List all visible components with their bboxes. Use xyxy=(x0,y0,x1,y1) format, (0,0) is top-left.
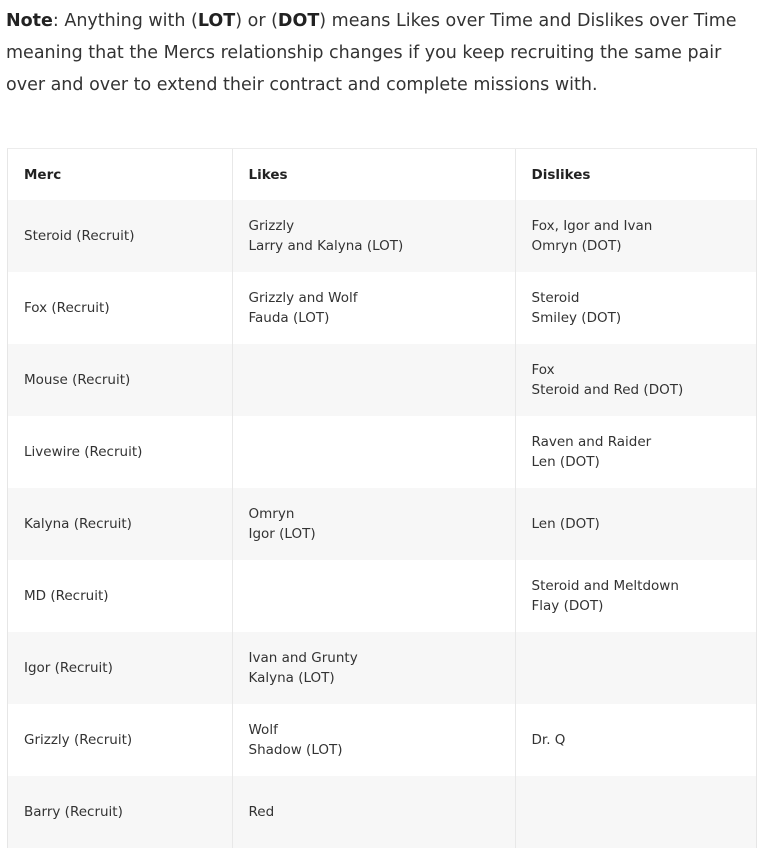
dislikes-entry: Steroid and Meltdown xyxy=(531,578,679,594)
note-dot: DOT xyxy=(277,11,320,31)
merc-cell: Mouse (Recruit) xyxy=(8,344,232,416)
likes-entry: Fauda (LOT) xyxy=(248,310,330,326)
table-body xyxy=(8,200,756,848)
note-label: Note xyxy=(6,11,53,31)
dislikes-cell xyxy=(515,632,756,704)
header-merc: Merc xyxy=(8,149,232,200)
dislikes-cell xyxy=(515,344,756,416)
likes-entry: Grizzly and Wolf xyxy=(248,290,358,306)
dislikes-entry: Fox xyxy=(531,362,555,378)
note-text-2: ) or ( xyxy=(235,11,278,31)
table-row xyxy=(8,632,756,704)
dislikes-cell xyxy=(515,272,756,344)
header-row xyxy=(8,149,756,200)
table-row xyxy=(8,704,756,776)
likes-cell xyxy=(232,560,515,632)
dislikes-entry: Dr. Q xyxy=(531,732,566,748)
table-row xyxy=(8,416,756,488)
likes-entry: Shadow (LOT) xyxy=(248,742,343,758)
likes-entry: Grizzly xyxy=(248,218,295,234)
dislikes-entry: Len (DOT) xyxy=(531,516,600,532)
dislikes-entry: Len (DOT) xyxy=(531,454,600,470)
header-likes: Likes xyxy=(232,149,515,200)
table-row xyxy=(8,560,756,632)
merc-cell: Kalyna (Recruit) xyxy=(8,488,232,560)
likes-cell xyxy=(232,200,515,272)
likes-entry: Wolf xyxy=(248,722,278,738)
table-row xyxy=(8,272,756,344)
note-lot: LOT xyxy=(197,11,236,31)
likes-entry: Larry and Kalyna (LOT) xyxy=(248,238,404,254)
merc-cell: Grizzly (Recruit) xyxy=(8,704,232,776)
relationship-table-container xyxy=(7,148,757,848)
table-row xyxy=(8,200,756,272)
dislikes-cell xyxy=(515,776,756,848)
merc-cell: Steroid (Recruit) xyxy=(8,200,232,272)
dislikes-entry: Fox, Igor and Ivan xyxy=(531,218,653,234)
likes-entry: Omryn xyxy=(248,506,295,522)
dislikes-entry: Omryn (DOT) xyxy=(531,238,622,254)
merc-cell: Fox (Recruit) xyxy=(8,272,232,344)
dislikes-entry: Steroid and Red (DOT) xyxy=(531,382,684,398)
header-dislikes: Dislikes xyxy=(515,149,756,200)
dislikes-cell xyxy=(515,416,756,488)
dislikes-entry: Raven and Raider xyxy=(531,434,652,450)
note-text-3: ) means Likes over Time and Dislikes over Time meaning that the Mercs relationship changes if you keep recruiting the same pair over and over to extend their contract and complete missions with. xyxy=(6,11,737,95)
likes-entry: Ivan and Grunty xyxy=(248,650,358,666)
likes-entry: Igor (LOT) xyxy=(248,526,316,542)
note-text-1: : Anything with ( xyxy=(52,11,198,31)
dislikes-cell xyxy=(515,560,756,632)
likes-cell xyxy=(232,416,515,488)
likes-cell xyxy=(232,632,515,704)
merc-cell: Igor (Recruit) xyxy=(8,632,232,704)
note-paragraph xyxy=(6,5,751,101)
dislikes-cell xyxy=(515,488,756,560)
dislikes-entry: Steroid xyxy=(531,290,580,306)
dislikes-cell xyxy=(515,704,756,776)
dislikes-cell xyxy=(515,200,756,272)
merc-cell: MD (Recruit) xyxy=(8,560,232,632)
merc-cell: Livewire (Recruit) xyxy=(8,416,232,488)
merc-cell: Barry (Recruit) xyxy=(8,776,232,848)
likes-cell xyxy=(232,704,515,776)
dislikes-entry: Smiley (DOT) xyxy=(531,310,622,326)
table-row xyxy=(8,488,756,560)
relationship-table xyxy=(8,149,756,848)
likes-cell xyxy=(232,272,515,344)
table-row xyxy=(8,776,756,848)
table-row xyxy=(8,344,756,416)
likes-cell xyxy=(232,488,515,560)
table-header xyxy=(8,149,756,200)
likes-cell xyxy=(232,776,515,848)
likes-cell xyxy=(232,344,515,416)
dislikes-entry: Flay (DOT) xyxy=(531,598,604,614)
likes-entry: Kalyna (LOT) xyxy=(248,670,335,686)
likes-entry: Red xyxy=(248,804,275,820)
